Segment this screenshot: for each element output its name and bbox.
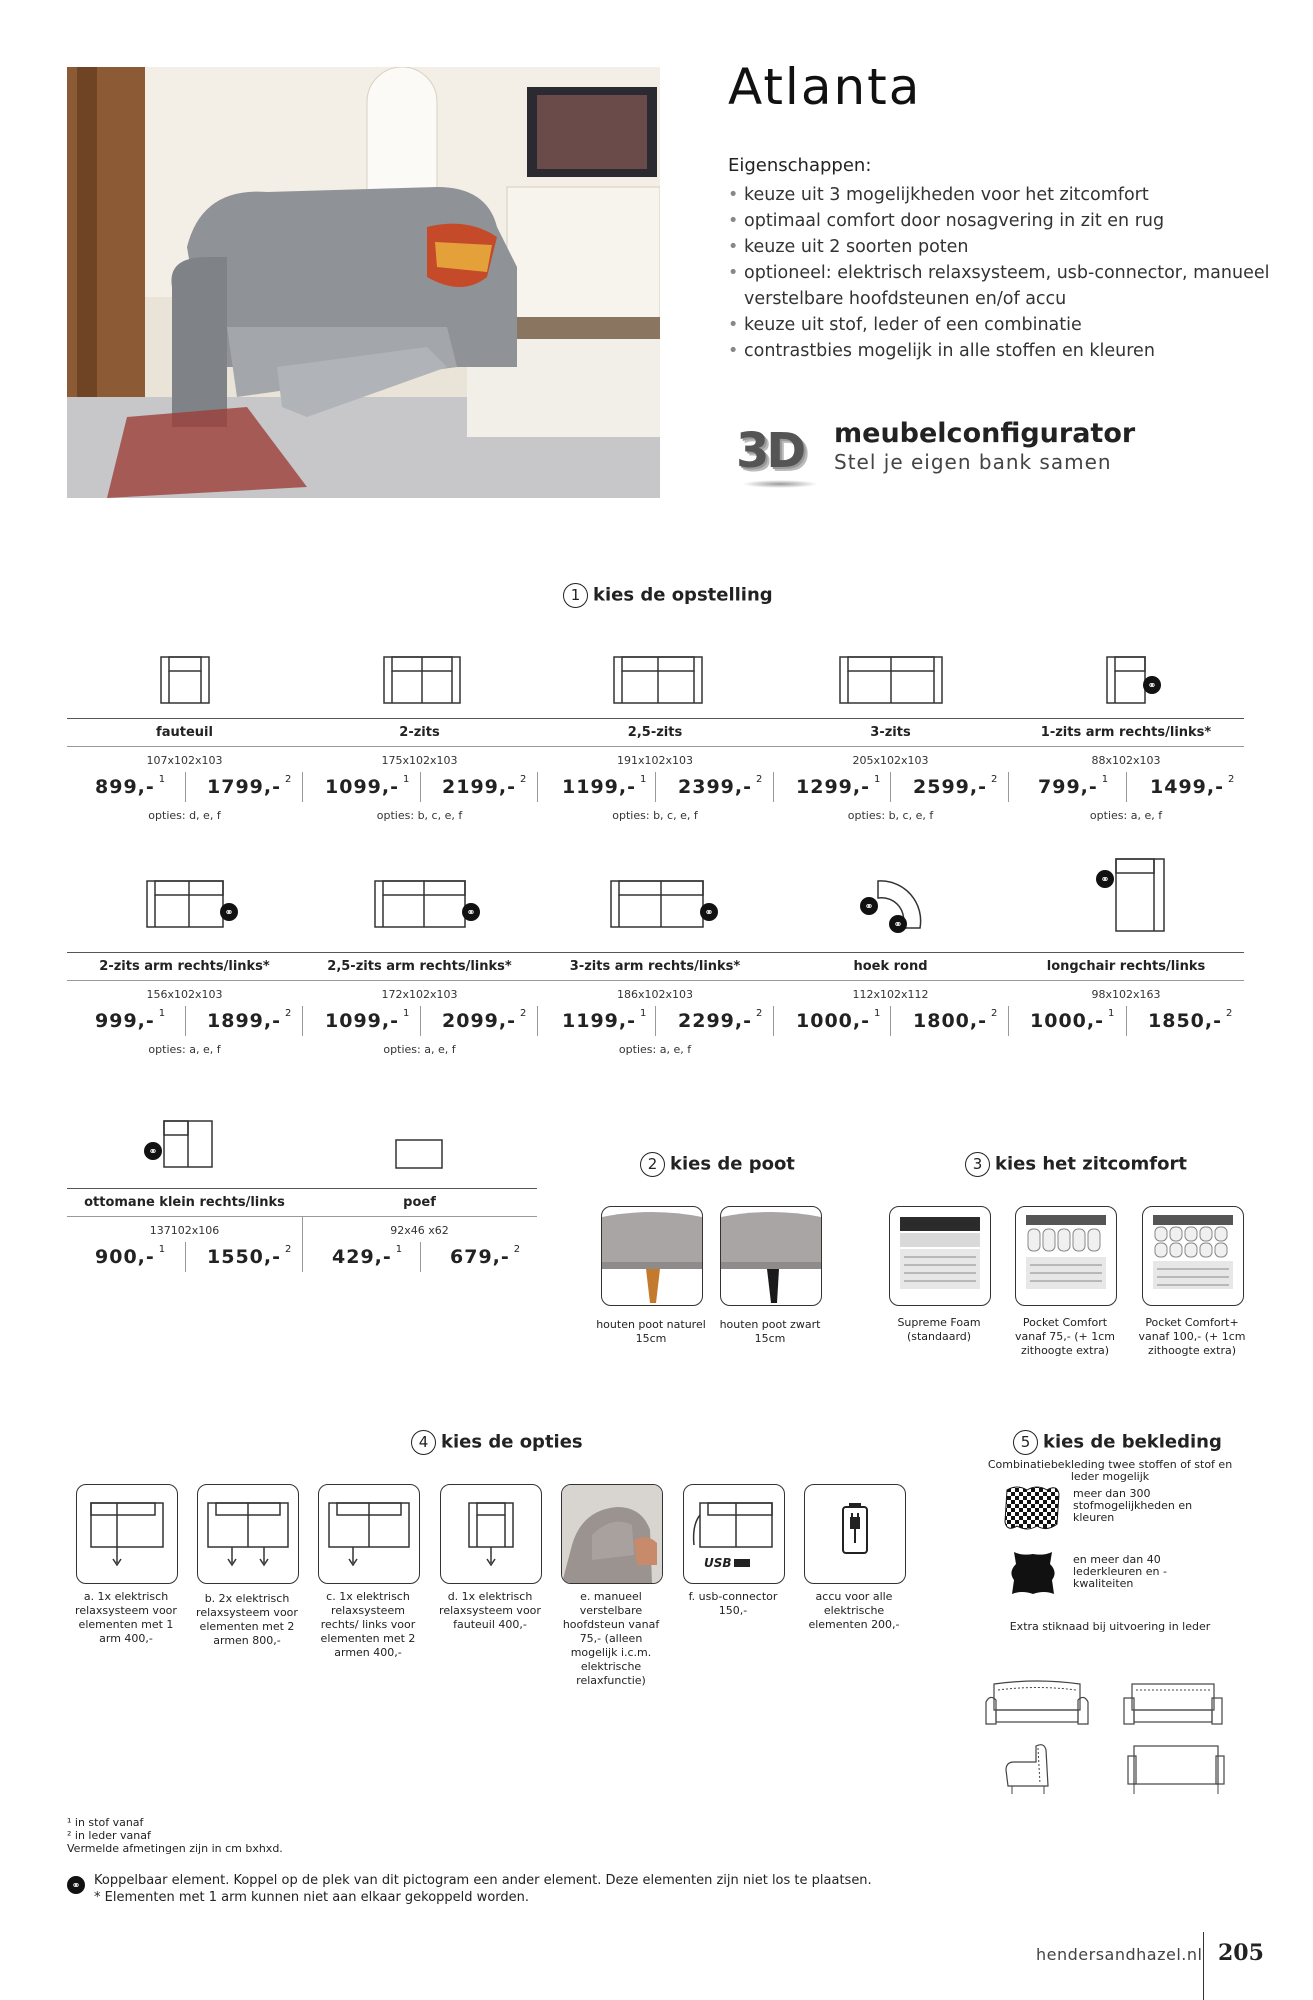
price-leather: 2299,- $^2$	[678, 1008, 764, 1032]
element-name: fauteuil	[156, 725, 213, 740]
price-divider	[185, 1242, 186, 1272]
price-divider	[420, 772, 421, 802]
1-zits-arm-shape-icon	[1106, 656, 1164, 704]
svg-text:⚭: ⚭	[1147, 679, 1157, 692]
option-a-card[interactable]	[76, 1484, 178, 1584]
price-leather: 1850,- $^2$	[1148, 1008, 1234, 1032]
poef-shape-icon	[395, 1139, 443, 1169]
element-dimensions: 191x102x103	[616, 754, 693, 767]
price-leather: 1800,- $^2$	[913, 1008, 999, 1032]
step-title: kies het zitcomfort	[995, 1153, 1187, 1175]
relax-2x-icon	[198, 1485, 298, 1583]
comfort-caption: Pocket Comfort vanaf 75,- (+ 1cm zithoogte extra)	[1014, 1316, 1116, 1357]
element-dimensions: 98x102x163	[1091, 988, 1161, 1001]
step-title: kies de bekleding	[1043, 1431, 1222, 1453]
element-options: opties: a, e, f	[618, 1043, 692, 1056]
price-leather: 1899,- $^2$	[207, 1008, 293, 1032]
price-fabric: 1199,- $^1$	[562, 1008, 648, 1032]
step-number: 2	[640, 1152, 665, 1177]
column-divider	[773, 772, 774, 802]
option-caption: f. usb-connector 150,-	[688, 1590, 778, 1617]
price-leather: 1799,- $^2$	[207, 774, 293, 798]
footnote-leather: ² in leder vanaf	[67, 1829, 151, 1842]
koppel-note	[94, 1872, 872, 1906]
element-options: opties: a, e, f	[383, 1043, 456, 1056]
fauteuil-shape-icon	[160, 656, 210, 704]
option-caption: e. manueel verstelbare hoofdsteun vanaf 75,- (alleen mogelijk i.c.m. elektrische relaxfunctie)	[562, 1590, 660, 1687]
column-divider	[302, 1216, 303, 1272]
element-name: 1-zits arm rechts/links*	[1040, 725, 1212, 740]
price-leather: 2399,- $^2$	[678, 774, 764, 798]
column-divider	[537, 1006, 538, 1036]
option-caption: b. 2x elektrisch relaxsysteem voor elementen met 2 armen 800,-	[196, 1592, 298, 1647]
column-divider	[537, 772, 538, 802]
property-item: • keuze uit 3 mogelijkheden voor het zitcomfort	[728, 182, 1288, 208]
column-divider	[302, 772, 303, 802]
element-dimensions: 92x46 x62	[390, 1224, 449, 1237]
element-name: hoek rond	[853, 959, 928, 974]
price-fabric: 899,- $^1$	[95, 774, 167, 798]
price-fabric: 1199,- $^1$	[562, 774, 648, 798]
step4-heading	[411, 1430, 583, 1455]
option-b-card[interactable]	[197, 1484, 299, 1584]
element-dimensions: 205x102x103	[852, 754, 929, 767]
element-name: longchair rechts/links	[1046, 959, 1206, 974]
table-rule	[67, 952, 1244, 953]
wood-leg-natural-icon	[602, 1207, 702, 1305]
option-f-card[interactable]	[683, 1484, 785, 1584]
price-divider	[890, 1006, 891, 1036]
price-fabric: 900,- $^1$	[95, 1244, 167, 1268]
configurator-banner[interactable]	[736, 418, 1156, 488]
element-name: 3-zits arm rechts/links*	[569, 959, 741, 974]
comfort-pocket-card[interactable]	[1015, 1206, 1117, 1306]
element-options: opties: b, c, e, f	[612, 809, 698, 822]
page-number: 205	[1218, 1940, 1264, 1966]
property-item: • contrastbies mogelijk in alle stoffen en kleuren	[728, 338, 1288, 364]
table-rule	[67, 718, 1244, 719]
comfort-pocket-plus-card[interactable]	[1142, 1206, 1244, 1306]
configurator-subtitle: Stel je eigen bank samen	[834, 450, 1112, 474]
column-divider	[302, 1006, 303, 1036]
element-options: opties: b, c, e, f	[376, 809, 463, 822]
svg-text:⚭: ⚭	[1100, 873, 1110, 886]
price-leather: 2199,- $^2$	[442, 774, 528, 798]
price-divider	[655, 1006, 656, 1036]
element-dimensions: 88x102x103	[1091, 754, 1161, 767]
step2-heading	[640, 1152, 795, 1177]
table-rule	[67, 980, 1244, 981]
3d-logo-shadow	[742, 480, 818, 488]
price-divider	[1126, 1006, 1127, 1036]
column-divider	[1008, 1006, 1009, 1036]
leg-black-card[interactable]	[720, 1206, 822, 1306]
website-link[interactable]: hendersandhazel.nl	[1036, 1945, 1203, 1964]
price-fabric: 429,- $^1$	[332, 1244, 404, 1268]
properties-heading: Eigenschappen:	[728, 155, 872, 176]
element-name: 3-zits	[870, 725, 911, 740]
price-leather: 1499,- $^2$	[1150, 774, 1236, 798]
configurator-title: meubelconfigurator	[834, 418, 1136, 449]
element-options: opties: b, c, e, f	[847, 809, 934, 822]
stitch-sofa-front-icon	[982, 1676, 1092, 1734]
svg-text:⚭: ⚭	[71, 1879, 81, 1892]
price-leather: 679,- $^2$	[450, 1244, 522, 1268]
element-name: 2,5-zits arm rechts/links*	[327, 959, 512, 974]
element-dimensions: 112x102x112	[852, 988, 929, 1001]
table-rule	[67, 746, 1244, 747]
step-title: kies de opties	[441, 1431, 583, 1453]
property-item: • optioneel: elektrisch relaxsysteem, usb-connector, manueel verstelbare hoofdsteunen en/of accu	[728, 260, 1288, 312]
element-name: 2-zits	[399, 725, 440, 740]
leg-caption: houten poot zwart 15cm	[719, 1318, 821, 1345]
option-caption: c. 1x elektrisch relaxsysteem rechts/ links voor elementen met 2 armen 400,-	[320, 1590, 416, 1659]
step3-heading	[965, 1152, 1187, 1177]
comfort-caption: Supreme Foam (standaard)	[897, 1316, 981, 1343]
step-number: 5	[1013, 1430, 1038, 1455]
price-fabric: 1000,- $^1$	[796, 1008, 882, 1032]
footnote-fabric: ¹ in stof vanaf	[67, 1816, 144, 1829]
step5-heading	[1013, 1430, 1222, 1455]
leg-natural-card[interactable]	[601, 1206, 703, 1306]
option-d-card[interactable]	[440, 1484, 542, 1584]
option-accu-card[interactable]	[804, 1484, 906, 1584]
column-divider	[1008, 772, 1009, 802]
element-name: 2-zits arm rechts/links*	[99, 959, 270, 974]
leather-text: en meer dan 40 lederkleuren en -kwaliteiten	[1073, 1553, 1167, 1590]
element-name: poef	[403, 1195, 436, 1210]
relax-fauteuil-icon	[441, 1485, 541, 1583]
2-zits-arm-shape-icon	[146, 880, 240, 930]
koppel-note-line: * Elementen met 1 arm kunnen niet aan elkaar gekoppeld worden.	[94, 1890, 530, 1905]
option-caption: a. 1x elektrisch relaxsysteem voor elementen met 1 arm 400,-	[75, 1590, 177, 1645]
price-divider	[420, 1242, 421, 1272]
relax-1x-2arm-icon	[319, 1485, 419, 1583]
option-e-card[interactable]	[561, 1484, 663, 1584]
upholstery-intro: Combinatiebekleding twee stoffen of stof en leder mogelijk	[987, 1458, 1233, 1483]
price-fabric: 1099,- $^1$	[325, 774, 411, 798]
price-divider	[1126, 772, 1127, 802]
fabric-swatch-icon	[1003, 1484, 1061, 1532]
price-fabric: 999,- $^1$	[95, 1008, 167, 1032]
svg-text:⚭: ⚭	[864, 900, 874, 913]
2-zits-shape-icon	[383, 656, 461, 704]
leather-hide-icon	[1006, 1546, 1060, 1600]
relax-1arm-icon	[77, 1485, 177, 1583]
element-dimensions: 186x102x103	[616, 988, 693, 1001]
footer-divider	[1203, 1932, 1204, 2000]
price-divider	[890, 772, 891, 802]
price-leather: 2099,- $^2$	[442, 1008, 528, 1032]
svg-text:⚭: ⚭	[893, 918, 903, 931]
element-dimensions: 107x102x103	[146, 754, 223, 767]
2-5-zits-arm-shape-icon	[374, 880, 484, 930]
step-number: 1	[563, 583, 588, 608]
element-name: ottomane klein rechts/links	[84, 1195, 285, 1210]
ottomane-shape-icon	[142, 1120, 214, 1170]
price-divider	[655, 772, 656, 802]
stitch-sofa-arm-icon	[1118, 1680, 1228, 1732]
element-name: 2,5-zits	[627, 725, 683, 740]
option-caption: accu voor alle elektrische elementen 200,-	[808, 1590, 900, 1631]
step-title: kies de poot	[670, 1153, 795, 1175]
foam-layers-icon	[890, 1207, 990, 1305]
step-number: 4	[411, 1430, 436, 1455]
comfort-supreme-foam-card[interactable]	[889, 1206, 991, 1306]
hero-photo	[67, 67, 660, 498]
svg-text:⚭: ⚭	[148, 1145, 158, 1158]
usb-label: USB	[704, 1556, 732, 1570]
element-options: opties: a, e, f	[148, 1043, 221, 1056]
price-fabric: 1299,- $^1$	[796, 774, 882, 798]
svg-text:⚭: ⚭	[224, 906, 234, 919]
price-divider	[185, 1006, 186, 1036]
element-dimensions: 172x102x103	[381, 988, 458, 1001]
price-fabric: 1000,- $^1$	[1030, 1008, 1116, 1032]
property-item: • optimaal comfort door nosagvering in zit en rug	[728, 208, 1288, 234]
stitch-sofa-back-icon	[1124, 1742, 1228, 1798]
product-title: Atlanta	[728, 58, 922, 116]
pocket-springs-plus-icon	[1143, 1207, 1243, 1305]
2-5-zits-shape-icon	[613, 656, 703, 704]
option-caption: d. 1x elektrisch relaxsysteem voor fauteuil 400,-	[439, 1590, 541, 1631]
price-divider	[185, 772, 186, 802]
hoek-rond-shape-icon	[858, 876, 924, 934]
element-options: opties: d, e, f	[148, 809, 221, 822]
price-divider	[420, 1006, 421, 1036]
fabric-text: meer dan 300 stofmogelijkheden en kleuren	[1073, 1487, 1193, 1524]
stitch-note: Extra stiknaad bij uitvoering in leder	[1009, 1620, 1211, 1633]
battery-plug-icon	[805, 1485, 905, 1583]
step1-heading	[563, 583, 773, 608]
option-c-card[interactable]	[318, 1484, 420, 1584]
koppel-note-line: Koppelbaar element. Koppel op de plek van dit pictogram een ander element. Deze elementen zijn niet los te plaatsen.	[94, 1873, 872, 1888]
usb-icon	[684, 1485, 784, 1583]
link-icon	[67, 1876, 85, 1894]
wood-leg-black-icon	[721, 1207, 821, 1305]
pocket-springs-icon	[1016, 1207, 1116, 1305]
comfort-caption: Pocket Comfort+ vanaf 100,- (+ 1cm zithoogte extra)	[1138, 1316, 1246, 1357]
property-item: • keuze uit 2 soorten poten	[728, 234, 1288, 260]
element-dimensions: 137102x106	[149, 1224, 220, 1237]
price-fabric: 799,- $^1$	[1038, 774, 1110, 798]
element-dimensions: 175x102x103	[381, 754, 458, 767]
svg-text:⚭: ⚭	[466, 906, 476, 919]
3-zits-arm-shape-icon	[610, 880, 722, 930]
headrest-photo	[562, 1485, 662, 1583]
column-divider	[773, 1006, 774, 1036]
3d-logo-icon: 3D	[736, 423, 804, 479]
table-rule	[67, 1188, 537, 1189]
element-dimensions: 156x102x103	[146, 988, 223, 1001]
property-item: • keuze uit stof, leder of een combinatie	[728, 312, 1288, 338]
price-fabric: 1099,- $^1$	[325, 1008, 411, 1032]
stitch-chair-side-icon	[998, 1740, 1064, 1798]
properties-list	[728, 182, 1288, 364]
longchair-shape-icon	[1094, 858, 1166, 932]
price-leather: 1550,- $^2$	[207, 1244, 293, 1268]
element-options: opties: a, e, f	[1089, 809, 1163, 822]
footnote-dimensions: Vermelde afmetingen zijn in cm bxhxd.	[67, 1842, 283, 1855]
3-zits-shape-icon	[839, 656, 943, 704]
price-leather: 2599,- $^2$	[913, 774, 999, 798]
leg-caption: houten poot naturel 15cm	[596, 1318, 706, 1345]
svg-text:⚭: ⚭	[704, 906, 714, 919]
step-title: kies de opstelling	[593, 584, 773, 606]
step-number: 3	[965, 1152, 990, 1177]
